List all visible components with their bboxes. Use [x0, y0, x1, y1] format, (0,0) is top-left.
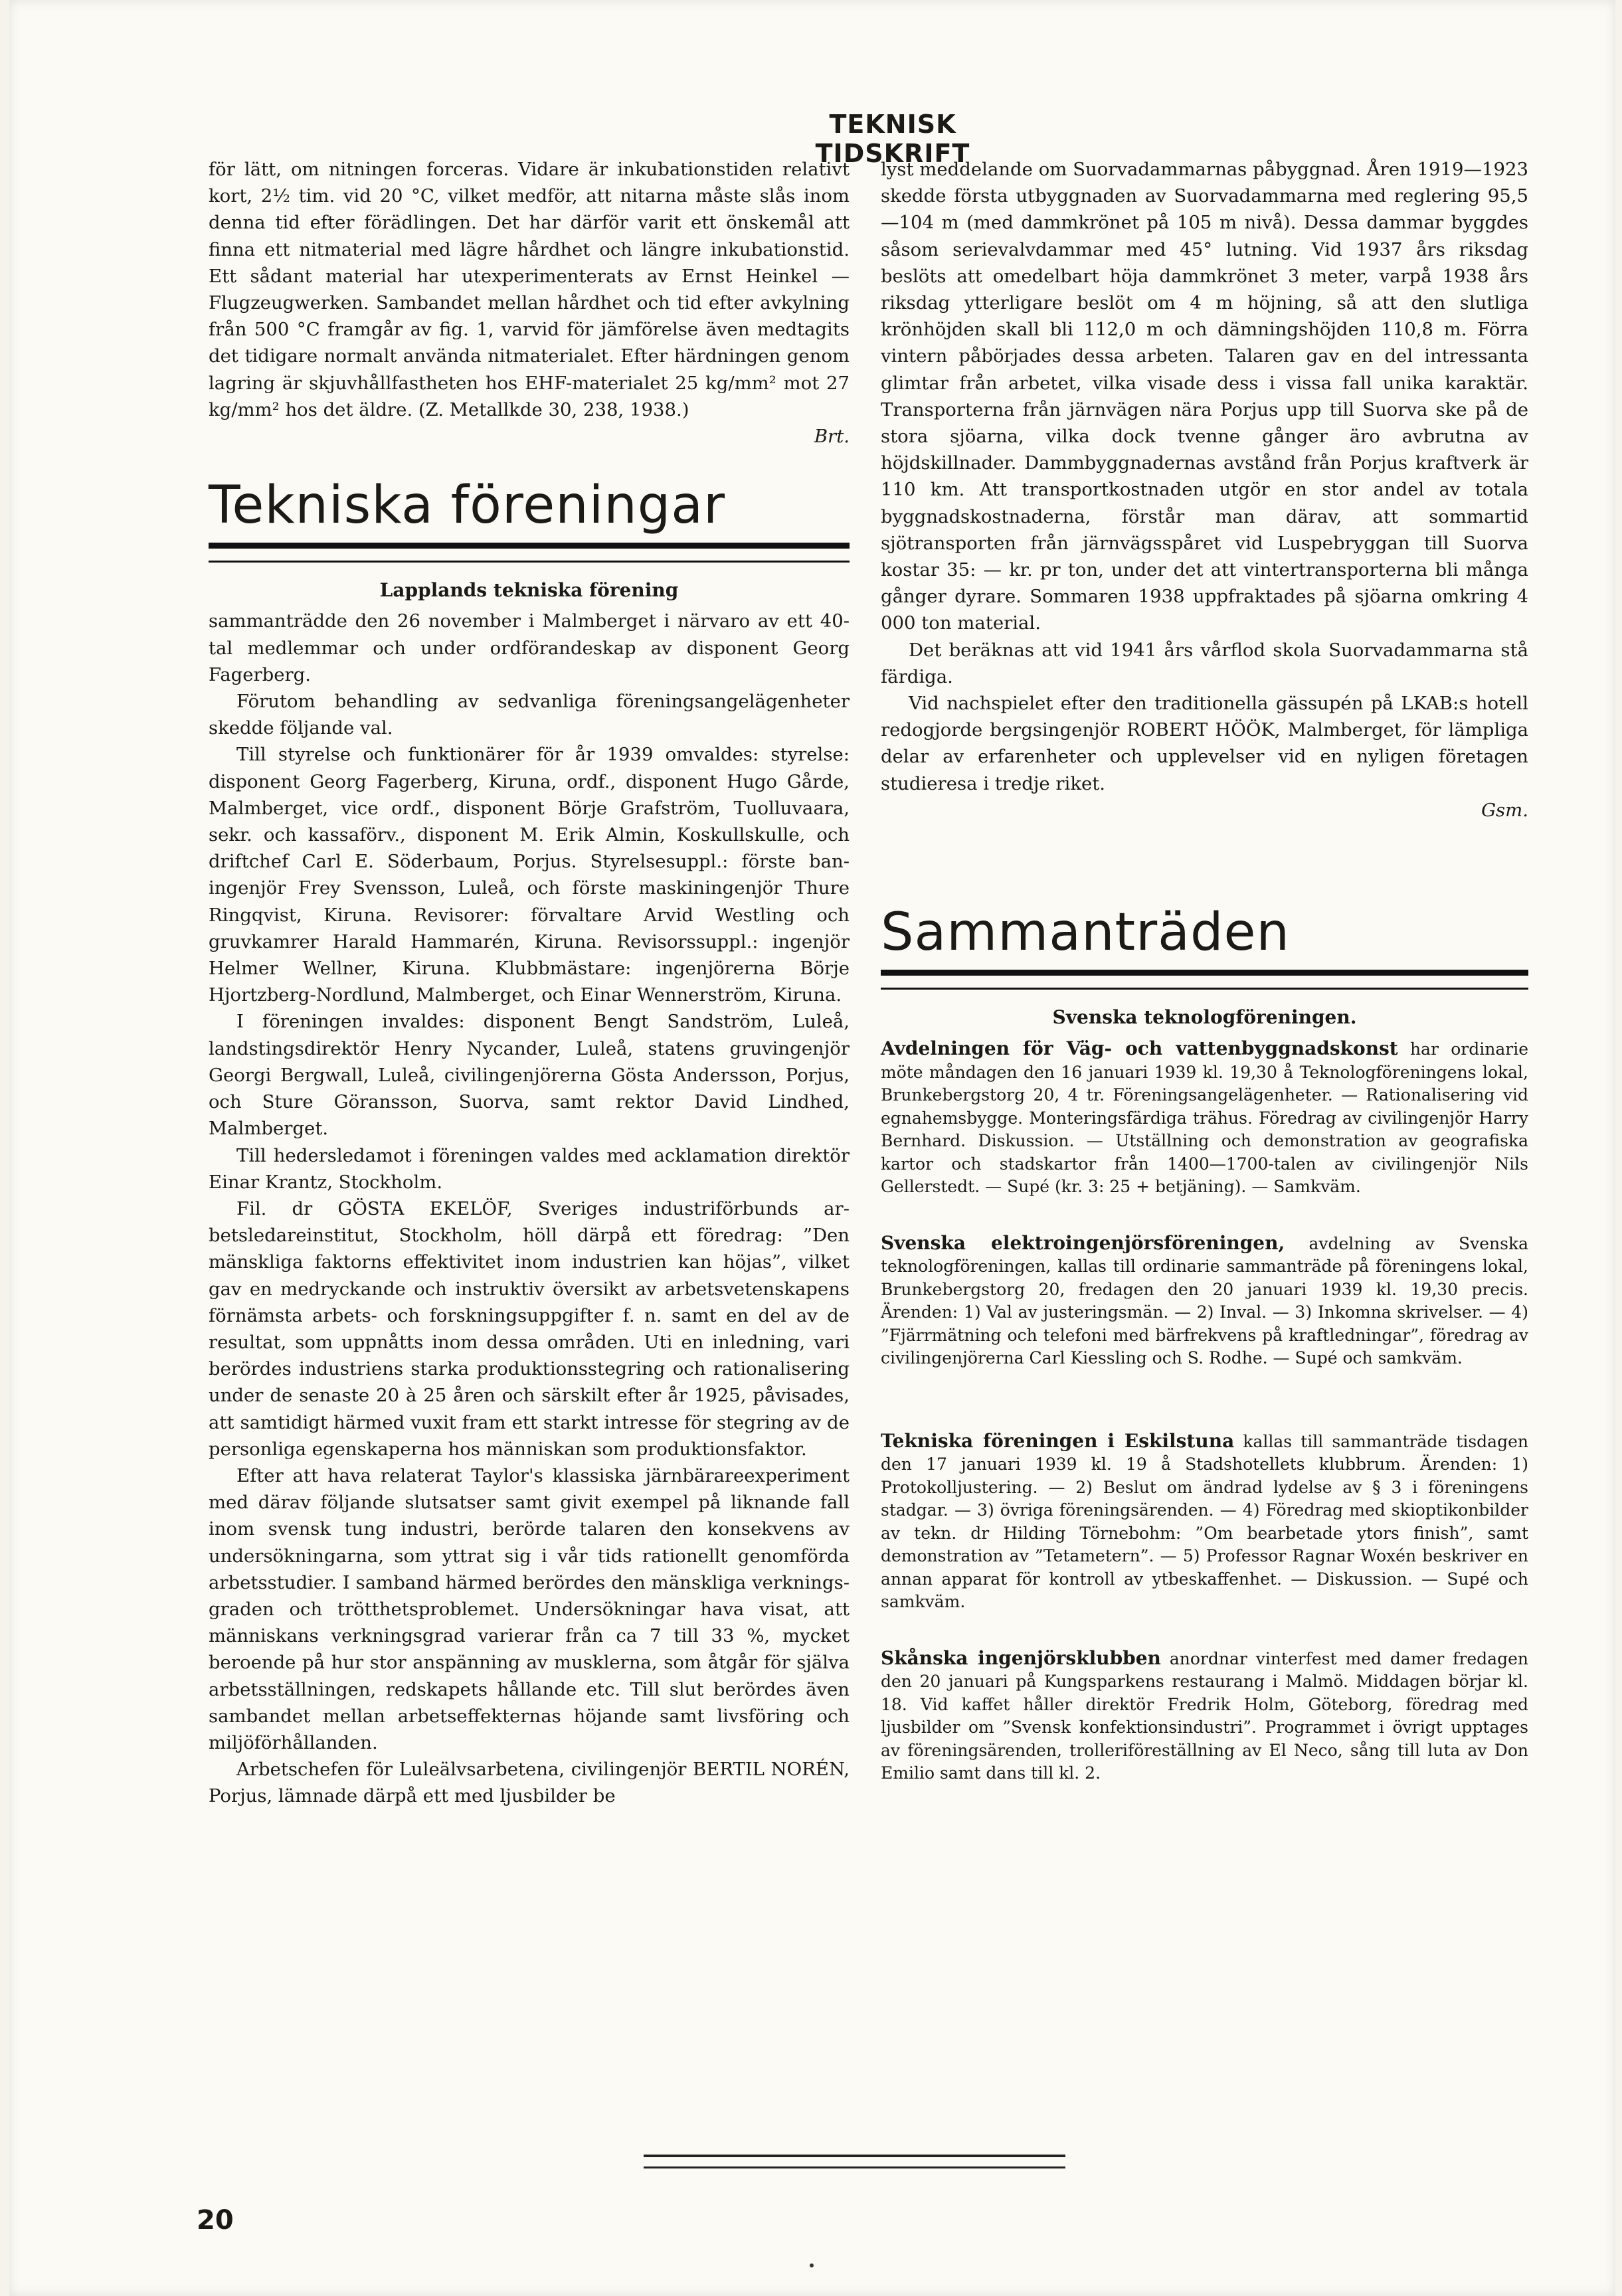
paragraph: Till hedersledamot i föreningen valdes med acklamation direktör Einar Krantz, Stockholm.: [209, 1144, 850, 1193]
footer-rule: [644, 2155, 1065, 2168]
paragraph: I föreningen invaldes: disponent Bengt Sandström, Luleå, landstingsdirektör Henry Nycander, Luleå, statens gruvingenjör Georgi Bergwall, Luleå, civilingenjörerna Gösta Andersson, Porjus, och Sture Göransson, Suorva, samt rektor David Lindhed, Malmberget.: [209, 1011, 850, 1140]
paragraph: Arbetschefen för Luleälvsarbetena, civilingenjör BERTIL NORÉN, Porjus, lämnade därpå ett med ljusbilder be: [209, 1759, 850, 1807]
running-header: TEKNISK TIDSKRIFT: [815, 110, 970, 168]
spacer: [881, 1370, 1528, 1423]
paragraph: Förutom behandling av sedvanliga föreningsangelägenheter skedde följande val.: [209, 691, 850, 739]
paragraph: Efter att hava relaterat Taylor's klassiska järnbärareexperiment med därav följande slutsatser samt givit exempel på liknande fall inom svensk tung industri, berörde talaren den konsekvens av undersökningarna, som yttrat sig i vår tids rationellt genomförda arbetsstudier. I samband härmed berördes den mänskliga verkningsgraden och trötthetsproblemet. Undersökningar hava visat, att människans verkningsgrad varierar från ca 7 till 33 %, mycket beroende på hur stor anspänning av musklerna, som åtgår för själva arbetsställningen, redskapets hållande etc. Till slut berördes även sambandet mellan arbetseffekternas höjande samt livsföring och miljöförhållanden.: [209, 1464, 850, 1753]
paragraph: för lätt, om nitningen forceras. Vidare är inkubationstiden relativt kort, 2½ tim. vid 20 °C, vilket medför, att nitarna måste slås inom denna tid efter förädlingen. Det har därför varit ett önskemål att finna ett nitmaterial med lägre hårdhet och längre inkubationstid. Ett sådant material har utexperimenterats av Ernst Heinkel — Flugzeugwerken. Sambandet mellan hårdhet och tid efter avkylning från 500 °C framgår av fig. 1, varvid för jämförelse även medtagits det tidigare normalt använda nitmaterialet. Efter härdningen genom lagring är skjuvhållfastheten hos EHF-materialet 25 kg/mm² mot 27 kg/mm² hos det äldre. (Z. Metallkde 30, 238, 1938.): [209, 159, 850, 420]
notice-lead: Avdelningen för Väg- och vattenbyggnadskonst: [881, 1037, 1398, 1060]
meeting-notice: [881, 1430, 1528, 1614]
society-heading: Lapplands tekniska förening: [379, 579, 679, 602]
meeting-notice: [881, 1232, 1528, 1370]
paragraph: Det beräknas att vid 1941 års vårflod skola Suorvadammarna stå färdiga.: [881, 639, 1528, 687]
heading-rule: [881, 970, 1528, 990]
paragraph: Till styrelse och funktionärer för år 1939 omvaldes: styrelse: disponent Georg Fagerberg, Kiruna, ordf., disponent Hugo Gårde, Malmberget, vice ordf., disponent Börje Grafström, Tuolluvaara, sekr. och kassaförv., disponent M. Erik Almin, Koskullskulle, och driftchef Carl E. Söderbaum, Porjus. Styrelsesuppl.: förste baningenjör Frey Svensson, Luleå, och förste maskiningenjör Thure Ringqvist, Kiruna. Revisorer: förvaltare Arvid Westling och gruvkamrer Harald Hammarén, Kiruna. Revisorssuppl.: ingenjör Helmer Wellner, Kiruna. Klubbmästare: ingenjörerna Börje Hjortzberg-Nordlund, Malmberget, och Einar Wennerström, Kiruna.: [209, 744, 850, 1006]
print-speck: [810, 2263, 814, 2267]
notice-text: har ordinarie möte måndagen den 16 januari 1939 kl. 19,30 å Teknologföreningens lokal, Brunkebergstorg 20, 4 tr. Föreningsangelägenheter. — Rationalisering vid egnahemsbygge. Monteringsfärdiga trähus. Föredrag av civilingenjör Harry Bernhard. Diskussion. — Utställning och demonstration av geografiska kartor och stadskartor från 1400—1700-talen av civilingenjör Nils Gellerstedt. — Supé (kr. 3: 25 + betjäning). — Samkväm.: [881, 1039, 1529, 1197]
author-signature: Brt.: [814, 426, 850, 448]
meeting-notice: [881, 1647, 1528, 1785]
heading-rule: [209, 543, 850, 563]
page-number: 20: [197, 2205, 234, 2236]
left-column: [209, 156, 850, 1810]
notice-lead: Skånska ingenjörsklubben: [881, 1646, 1161, 1669]
notice-text: kallas till sammanträde tisdagen den 17 januari 1939 kl. 19 å Stadshotellets klubbrum. Ärenden: 1) Protokolljustering. — 2) Beslut om ändrad lydelse av § 3 i föreningens stadgar. — 3) övriga föreningsärenden. — 4) Föredrag med skioptikonbilder av tekn. dr Hilding Törnebohm: ”Om bearbetade ytors finish”, samt demonstration av ”Tetametern”. — 5) Professor Ragnar Woxén beskriver en annan apparat för kontroll av ytbeskaffenhet. — Diskussion. — Supé och samkväm.: [881, 1431, 1528, 1612]
spacer: [881, 1199, 1528, 1225]
section-heading-sammantraden: Sammanträden: [881, 903, 1290, 963]
paragraph: sammanträdde den 26 november i Malmberget i närvaro av ett 40-tal medlemmar och under ordförandeskap av disponent Georg Fagerberg.: [209, 610, 850, 685]
author-signature: Gsm.: [1481, 799, 1528, 821]
organization-heading: Svenska teknologföreningen.: [1052, 1006, 1357, 1029]
notice-text: avdelning av Svenska teknologföreningen, kallas till ordinarie sammanträde på föreningens lokal, Brunkebergstorg 20, fredagen den 20 januari 1939 kl. 19,30 precis. Ärenden: 1) Val av justeringsmän. — 2) Inval. — 3) Inkomna skrivelser. — 4) ”Fjärrmätning och telefoni med bärfrekvens på kraftledningar”, föredrag av civilingenjörerna Carl Kiessling och S. Rodhe. — Supé och samkväm.: [881, 1233, 1528, 1368]
paragraph: Fil. dr GÖSTA EKELÖF, Sveriges industriförbunds arbetsledareinstitut, Stockholm, höll därpå ett föredrag: ”Den mänskliga faktorns effektivitet inom industrien kan höjas”, vilket gav en medryckande och instruktiv översikt av arbetsvetenskapens förnämsta arbets- och forskningsuppgifter f. n. samt en del av de resultat, som uppnåtts inom dessa områden. Uti en inledning, vari berördes industriens starka produktionsstegring och rationalisering under de senaste 20 à 25 åren och särskilt efter år 1925, påvisades, att samtidigt härmed vuxit fram ett starkt intresse för stegring av de personliga egenskaperna hos människan som produktionsfaktor.: [209, 1197, 850, 1460]
meeting-notice: [881, 1037, 1528, 1199]
paragraph: lyst meddelande om Suorvadammarnas påbyggnad. Åren 1919—1923 skedde första utbyggnaden av Suorvadammarna med reglering 95,5—104 m (med dammkrönet på 105 m nivå). Dessa dammar byggdes såsom serievalvdammar med 45° lutning. Vid 1937 års riksdag beslöts att omedelbart höja dammkrönet 3 meter, varpå 1938 års riksdag ytterligare beslöt om 4 m höjning, så att den slutliga krönhöjden skall bli 112,0 m och dämningshöjden 110,8 m. Förra vintern påbörjades dessa arbeten. Talaren gav en del intressanta glimtar från arbetet, vilka visade dess i vissa fall unika karaktär. Transporterna från järnvägen nära Porjus upp till Suorva ske på de stora sjöarna, vilka dock tvenne gånger äro avbrutna av höjdskillnader. Dammbyggnadernas avstånd från Porjus kraftverk är 110 km. Att transportkostnaden utgör en stor andel av totala byggnadskostnaderna, förstår man därav, att sommartid sjötransporten från järnvägsspåret vid Luspebryggan till Suorva kostar 35: — kr. pr ton, under det att vintertransporterna bli många gånger dyrare. Sommaren 1938 uppfraktades på sjöarna omkring 4 000 ton material.: [881, 159, 1528, 634]
notice-lead: Svenska elektroingenjörsföreningen,: [881, 1231, 1285, 1254]
notice-text: anordnar vinterfest med damer fredagen den 20 januari på Kungsparkens restaurang i Malmö. Middagen börjar kl. 18. Vid kaffet håller direktör Fredrik Holm, Göteborg, föredrag med ljusbilder om ”Svensk konfektionsindustri”. Programmet i övrigt upptages av föreningsärenden, trolleriföreställning av El Neco, sång till luta av Don Emilio samt dans till kl. 2.: [881, 1648, 1528, 1783]
page-sheet: [9, 0, 1615, 2296]
spacer: [881, 824, 1528, 877]
section-heading-tekniska-foreningar: Tekniska föreningar: [209, 476, 726, 536]
right-column: [881, 156, 1528, 1785]
notice-lead: Tekniska föreningen i Eskilstuna: [881, 1429, 1235, 1452]
spacer: [881, 1614, 1528, 1640]
paragraph: Vid nachspielet efter den traditionella gässupén på LKAB:s hotell redogjorde bergsingenjör ROBERT HÖÖK, Malmberget, för lämpliga delar av erfarenheter och upplevelser vid en nyligen företagen studieresa i tredje riket.: [881, 693, 1528, 794]
